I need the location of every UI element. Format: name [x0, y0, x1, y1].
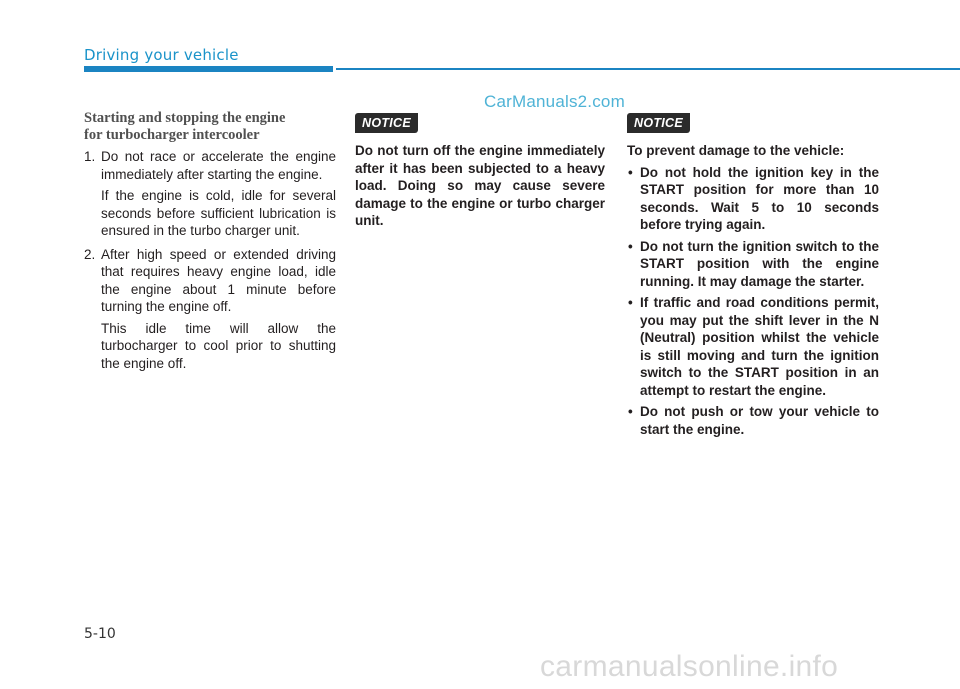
notice-bullet-list [627, 164, 879, 439]
bullet-icon: • [628, 295, 633, 310]
bullet-item [627, 294, 879, 399]
item-text: Do not race or accelerate the engine immediately after starting the engine. [101, 149, 336, 182]
bullet-text: Do not turn the ignition switch to the START position with the engine running. It may damage the starter. [640, 238, 879, 289]
column-notice-2 [627, 110, 879, 438]
bullet-icon: • [628, 238, 633, 254]
section-heading [84, 110, 336, 144]
column-notice-1 [355, 110, 605, 230]
watermark-top: CarManuals2.com [484, 92, 625, 111]
item-text: After high speed or extended driving that requires heavy engine load, idle the engine about 1 minute before turning the engine off. [101, 246, 336, 314]
bullet-text: Do not push or tow your vehicle to start the engine. [640, 404, 879, 437]
bullet-text: Do not hold the ignition key in the START position for more than 10 seconds. Wait 5 to 10 seconds before trying again. [640, 164, 879, 232]
item-number: 2. [84, 246, 96, 262]
item-subtext: If the engine is cold, idle for several seconds before sufficient lubrication is ensured in the turbo charger unit. [101, 188, 336, 238]
item-number: 1. [84, 149, 96, 164]
list-item [84, 246, 336, 373]
heading-line-2: for turbocharger intercooler [84, 127, 260, 143]
bullet-item [627, 164, 879, 234]
bullet-icon: • [628, 404, 633, 419]
notice-badge: NOTICE [627, 113, 690, 133]
list-item [84, 148, 336, 240]
notice-intro: To prevent damage to the vehicle: [627, 143, 845, 158]
heading-line-1: Starting and stopping the engine [84, 110, 286, 126]
notice-text: Do not turn off the engine immediately after it has been subjected to a heavy load. Doing so may cause severe damage to the engine or turbo charger unit. [355, 143, 605, 228]
bullet-item [627, 403, 879, 438]
header-rule-thick [84, 66, 333, 72]
bullet-item [627, 238, 879, 291]
item-subtext: This idle time will allow the turbocharger to cool prior to shutting the engine off. [101, 320, 336, 371]
notice-badge: NOTICE [355, 113, 418, 133]
watermark-bottom: carmanualsonline.info [540, 650, 839, 683]
column-turbocharger [84, 110, 336, 372]
section-title: Driving your vehicle [84, 46, 239, 64]
bullet-text: If traffic and road conditions permit, you may put the shift lever in the N (Neutral) position whilst the vehicle is still moving and turn the ignition switch to the START position in an attempt to restart the engine. [640, 295, 879, 398]
instruction-list [84, 148, 336, 372]
page-number: 5-10 [84, 626, 116, 642]
bullet-icon: • [628, 164, 633, 180]
header-rule-thin [336, 68, 960, 70]
